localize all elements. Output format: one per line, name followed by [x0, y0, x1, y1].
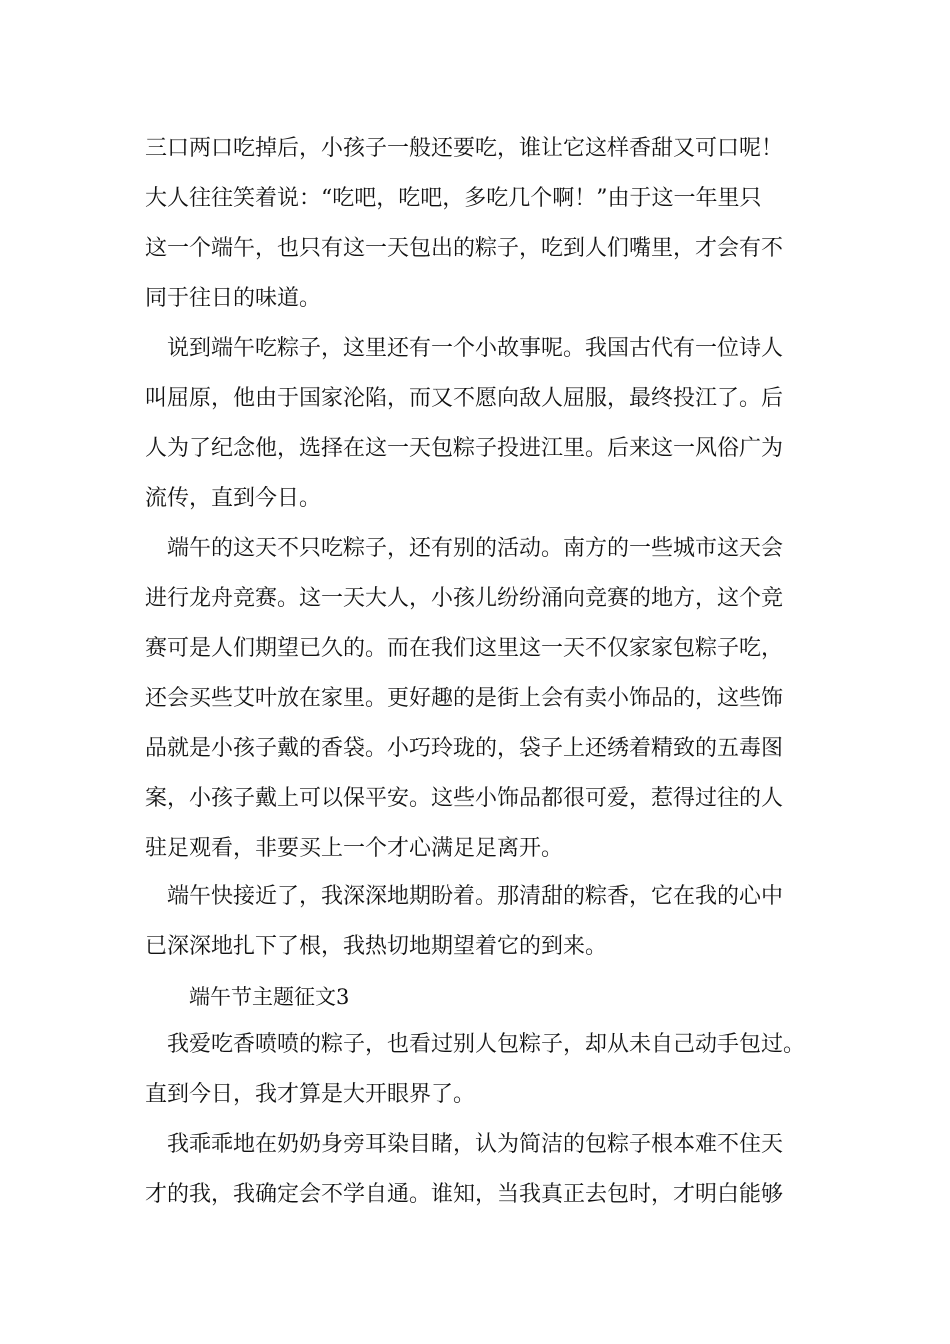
text-line: 还会买些艾叶放在家里。更好趣的是街上会有卖小饰品的，这些饰 — [145, 686, 784, 711]
text-line: 赛可是人们期望已久的。而在我们这里这一天不仅家家包粽子吃， — [145, 636, 784, 661]
text-line: 已深深地扎下了根，我热切地期望着它的到来。 — [145, 934, 608, 959]
text-line: 端午快接近了，我深深地期盼着。那清甜的粽香，它在我的心中 — [167, 884, 784, 909]
section-heading: 端午节主题征文3 — [189, 985, 350, 1009]
text-line: 端午的这天不只吃粽子，还有别的活动。南方的一些城市这天会 — [167, 536, 784, 561]
text-line: 流传，直到今日。 — [145, 486, 322, 511]
text-line: 说到端午吃粽子，这里还有一个小故事呢。我国古代有一位诗人 — [167, 336, 784, 361]
text-line: 才的我，我确定会不学自通。谁知，当我真正去包时，才明白能够 — [145, 1182, 784, 1207]
text-line: 案，小孩子戴上可以保平安。这些小饰品都很可爱，惹得过往的人 — [145, 786, 784, 811]
text-line: 直到今日，我才算是大开眼界了。 — [145, 1082, 476, 1107]
text-line: 驻足观看，非要买上一个才心满足足离开。 — [145, 836, 564, 861]
text-line: 同于往日的味道。 — [145, 286, 322, 311]
text-line: 大人往往笑着说：“吃吧，吃吧，多吃几个啊！”由于这一年里只 — [145, 186, 762, 211]
text-line: 我爱吃香喷喷的粽子，也看过别人包粽子，却从未自己动手包过。 — [167, 1032, 806, 1057]
text-line: 进行龙舟竞赛。这一天大人，小孩儿纷纷涌向竞赛的地方，这个竞 — [145, 586, 784, 611]
text-line: 三口两口吃掉后，小孩子一般还要吃，谁让它这样香甜又可口呢！ — [145, 136, 784, 161]
text-line: 人为了纪念他，选择在这一天包粽子投进江里。后来这一风俗广为 — [145, 436, 784, 461]
text-line: 叫屈原，他由于国家沦陷，而又不愿向敌人屈服，最终投江了。后 — [145, 386, 784, 411]
text-line: 品就是小孩子戴的香袋。小巧玲珑的，袋子上还绣着精致的五毒图 — [145, 736, 784, 761]
text-line: 这一个端午，也只有这一天包出的粽子，吃到人们嘴里，才会有不 — [145, 236, 784, 261]
text-line: 我乖乖地在奶奶身旁耳染目睹，认为简洁的包粽子根本难不住天 — [167, 1132, 784, 1157]
